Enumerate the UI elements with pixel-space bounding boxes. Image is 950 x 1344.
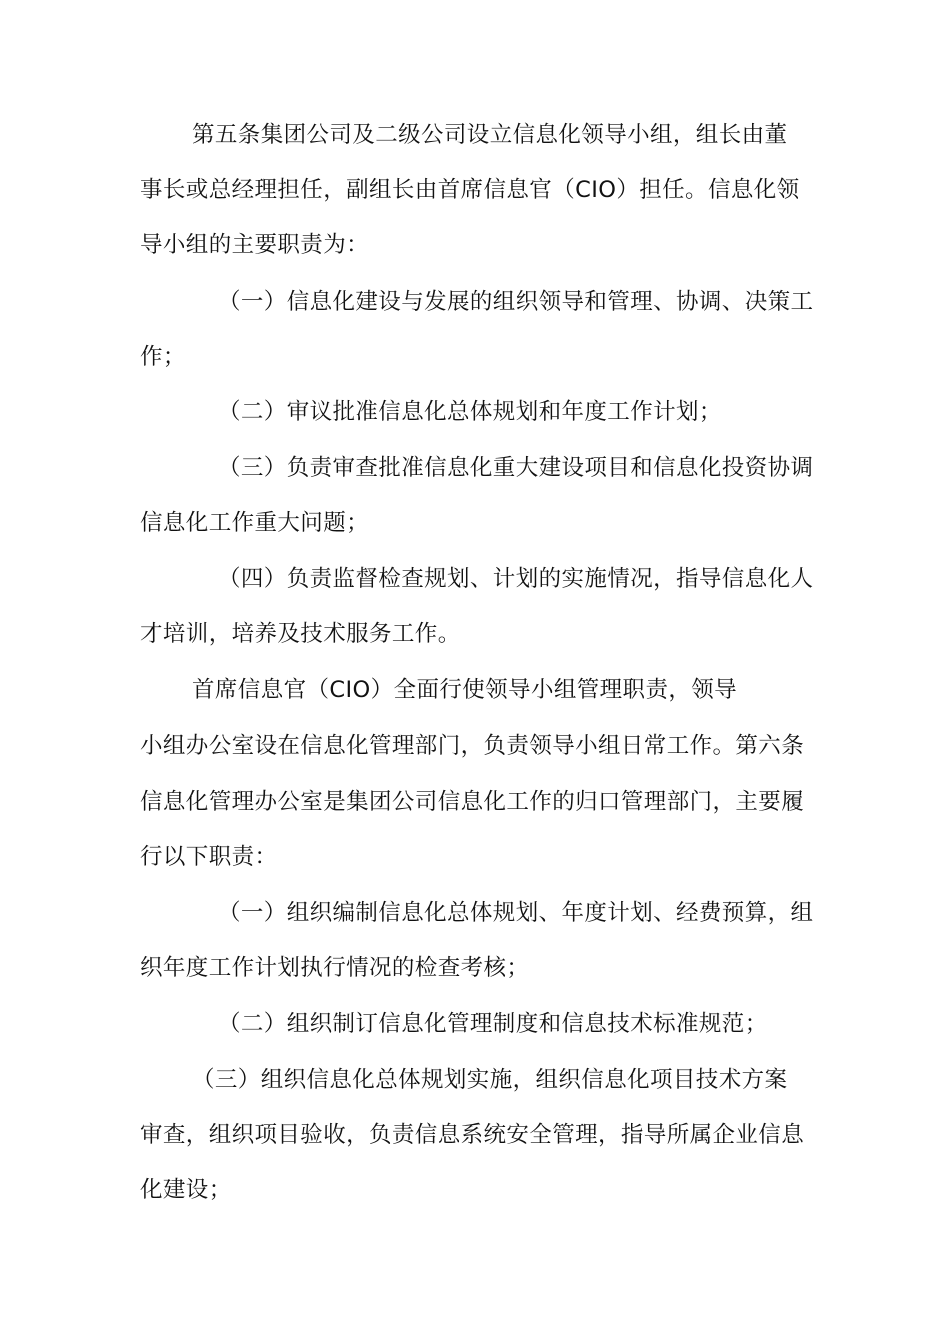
text-line: 第五条集团公司及二级公司设立信息化领导小组，组长由董	[192, 122, 788, 148]
text-line: 审查，组织项目验收，负责信息系统安全管理，指导所属企业信息	[140, 1122, 805, 1148]
text-line: （四）负责监督检查规划、计划的实施情况，指导信息化人	[218, 566, 814, 592]
text-line: 作；	[140, 344, 186, 370]
text-line: 化建设；	[140, 1177, 232, 1203]
text-line: （一）组织编制信息化总体规划、年度计划、经费预算，组	[218, 900, 814, 926]
text-line: 信息化工作重大问题；	[140, 510, 370, 536]
text-line: 行以下职责：	[140, 844, 278, 870]
text-line: 导小组的主要职责为：	[140, 232, 370, 258]
text-line: 织年度工作计划执行情况的检查考核；	[140, 955, 530, 981]
text-line: （二）组织制订信息化管理制度和信息技术标准规范；	[218, 1011, 768, 1037]
text-line: 才培训，培养及技术服务工作。	[140, 621, 461, 647]
text-line: （三）负责审查批准信息化重大建设项目和信息化投资协调	[218, 455, 814, 481]
text-line: 小组办公室设在信息化管理部门，负责领导小组日常工作。第六条	[140, 733, 805, 759]
text-line: （三）组织信息化总体规划实施，组织信息化项目技术方案	[192, 1067, 788, 1093]
text-line: 事长或总经理担任，副组长由首席信息官（CIO）担任。信息化领	[140, 177, 800, 203]
text-line: （一）信息化建设与发展的组织领导和管理、协调、决策工	[218, 289, 814, 315]
text-line: （二）审议批准信息化总体规划和年度工作计划；	[218, 399, 722, 425]
text-line: 首席信息官（CIO）全面行使领导小组管理职责，领导	[192, 677, 738, 703]
text-line: 信息化管理办公室是集团公司信息化工作的归口管理部门，主要履	[140, 789, 805, 815]
